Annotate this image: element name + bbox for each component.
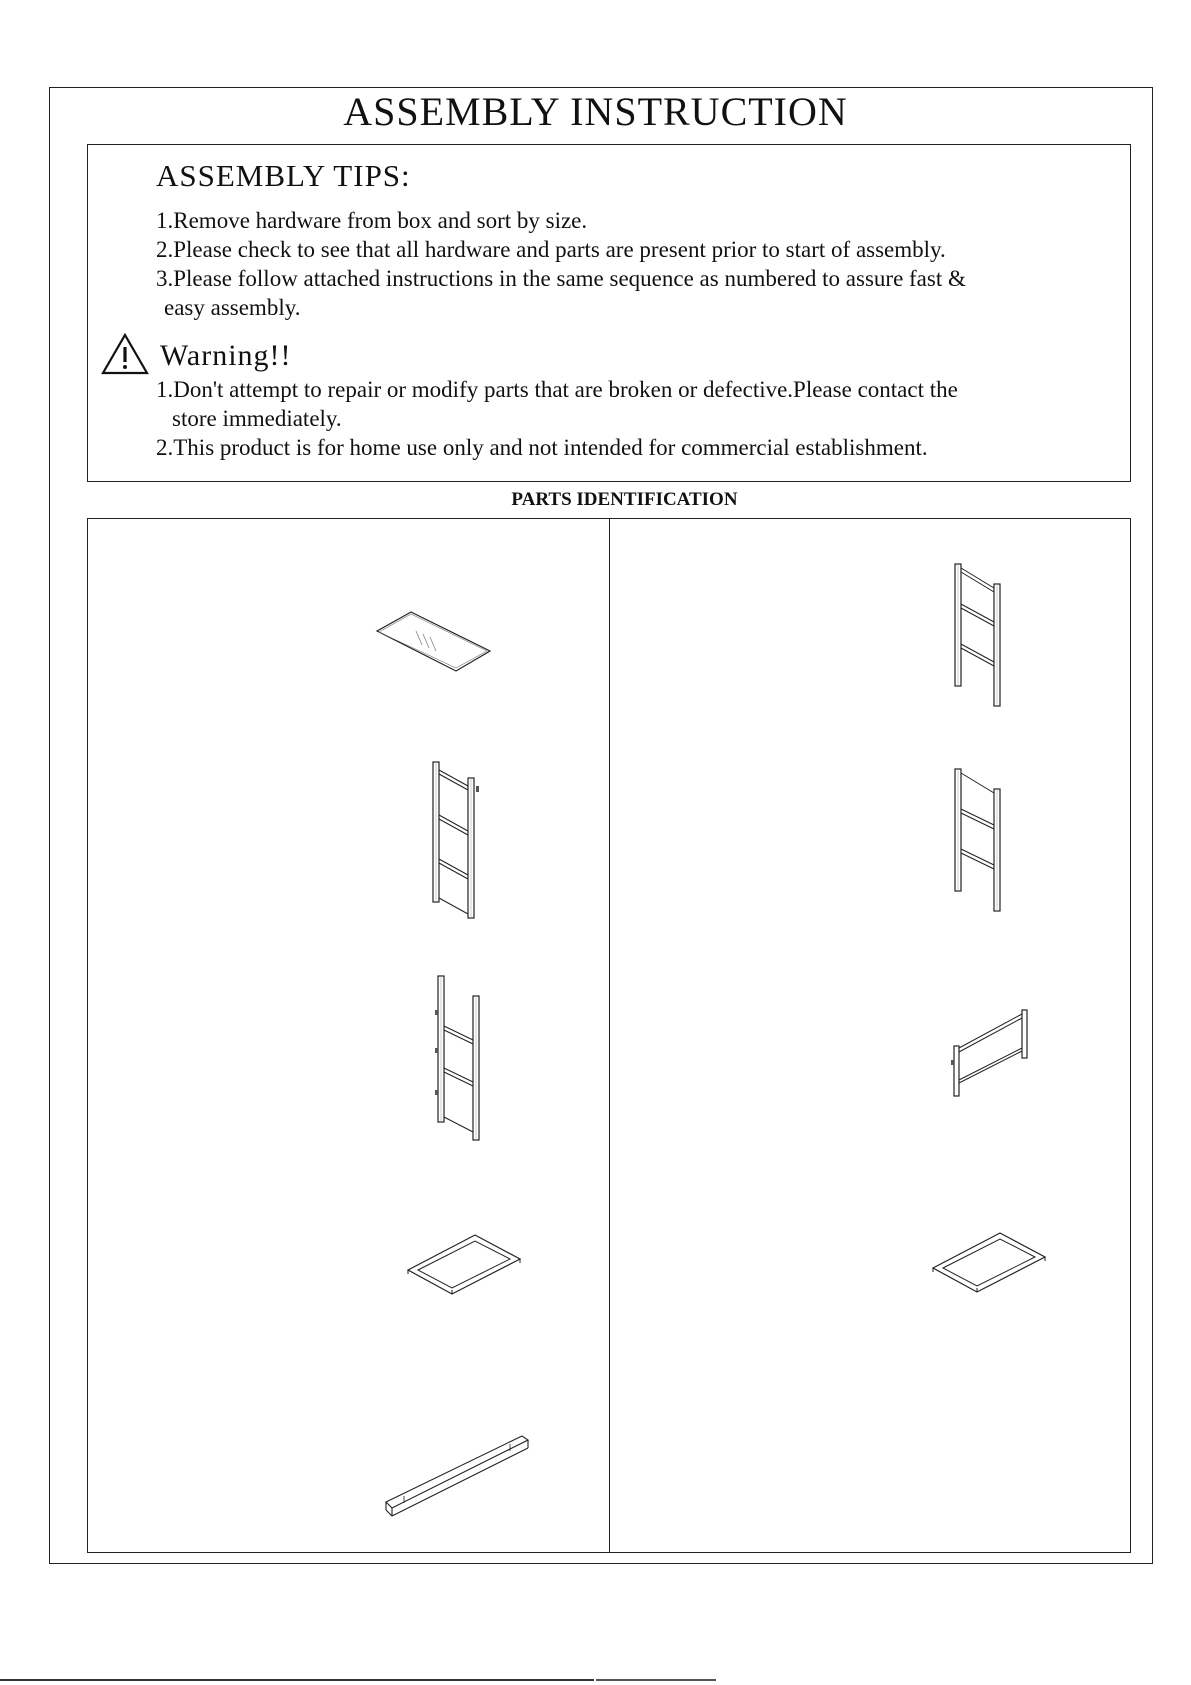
- tip-item-3-continued: easy assembly.: [164, 295, 301, 320]
- warning-item-1-continued: store immediately.: [172, 406, 342, 431]
- warning-icon: [100, 332, 150, 376]
- warning-item-2: 2.This product is for home use only and not intended for commercial establishment.: [156, 435, 928, 460]
- back-rail-part: [950, 1008, 1030, 1100]
- side-frame-part-c: [951, 562, 1007, 710]
- parts-identification-title: PARTS IDENTIFICATION: [511, 489, 738, 510]
- bottom-edge-line: [0, 1679, 594, 1681]
- warning-heading: Warning!!: [160, 339, 292, 372]
- shelf-frame-part-b: [931, 1230, 1047, 1294]
- side-frame-part-b: [434, 974, 490, 1142]
- tips-heading: ASSEMBLY TIPS:: [156, 158, 411, 193]
- parts-divider: [609, 518, 610, 1553]
- support-bar-part: [382, 1432, 530, 1520]
- page-title: ASSEMBLY INSTRUCTION: [343, 89, 848, 134]
- shelf-frame-part-a: [406, 1232, 522, 1296]
- tip-item-3: 3.Please follow attached instructions in the same sequence as numbered to assure fast &: [156, 266, 966, 291]
- side-frame-part-d: [951, 767, 1007, 915]
- warning-item-1: 1.Don't attempt to repair or modify parts that are broken or defective.Please contact the: [156, 377, 958, 402]
- tip-item-1: 1.Remove hardware from box and sort by size.: [156, 208, 588, 233]
- bottom-edge-line-2: [596, 1679, 716, 1681]
- glass-shelf-part: [374, 609, 494, 673]
- side-frame-part-a: [428, 760, 484, 920]
- tip-item-2: 2.Please check to see that all hardware and parts are present prior to start of assembly.: [156, 237, 946, 262]
